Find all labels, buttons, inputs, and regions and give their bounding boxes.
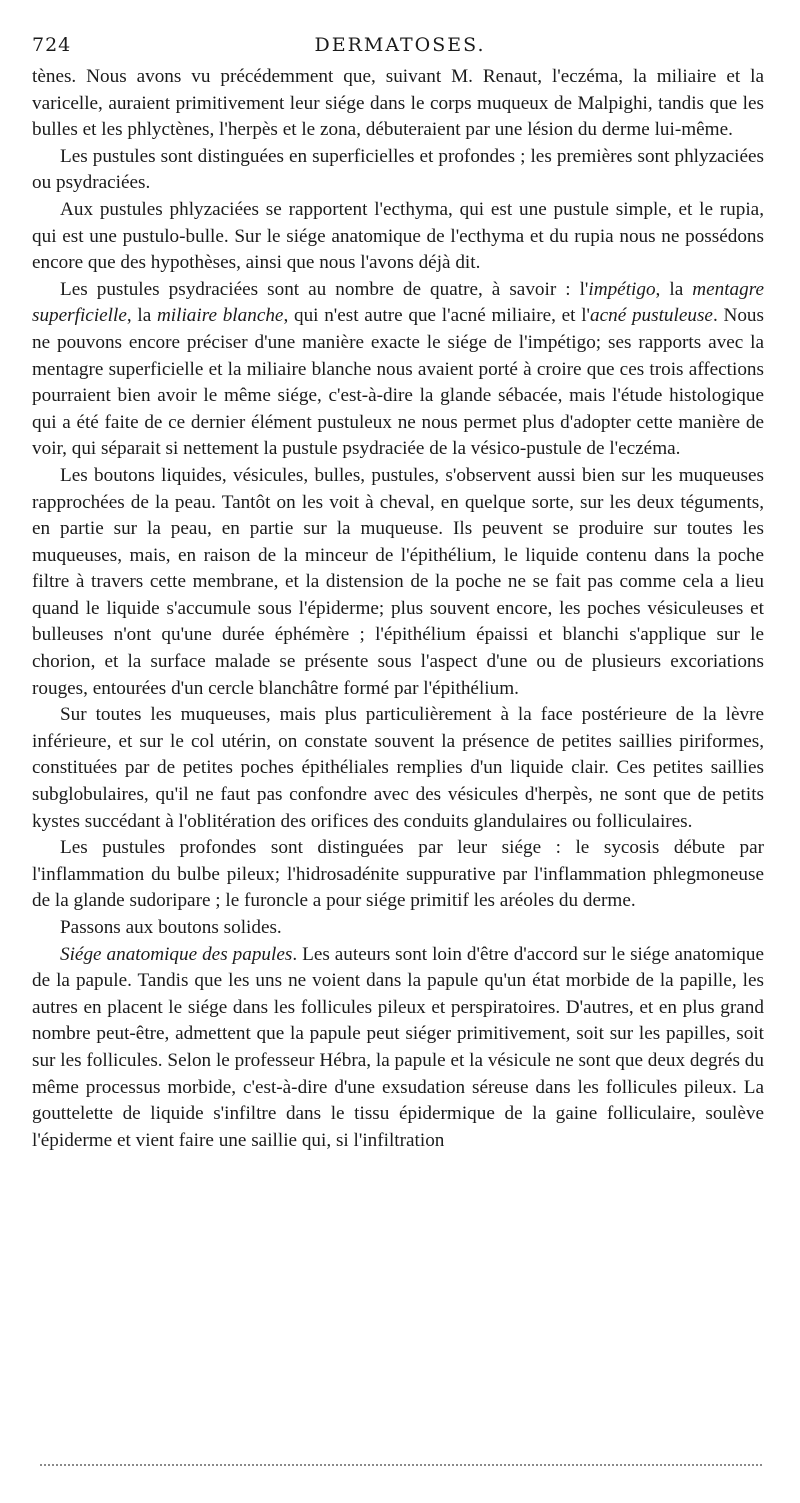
italic-text: mentagre superficielle [32, 278, 764, 327]
paragraph [32, 277, 764, 463]
body-text [32, 64, 764, 1154]
footer-divider [40, 1464, 762, 1466]
paragraph [32, 915, 764, 942]
running-title: DERMATOSES. [314, 34, 486, 56]
text-run: tènes. Nous avons vu précédemment que, suivant M. Renaut, l'eczéma, la miliaire et la varicelle, auraient primitivement leur siége dans le corps muqueux de Malpighi, tandis que les bulles et les phlyctènes, l'herpès et le zona, débuteraient par une lésion du derme lui-même. [32, 66, 764, 141]
text-run: Aux pustules phlyzaciées se rapportent l'ecthyma, qui est une pustule simple, et le rupia, qui est une pustulo-bulle. Sur le siége anatomique de l'ecthyma et du rupia nous ne possédons encore que des hypothèses, ainsi que nous l'avons déjà dit. [32, 198, 764, 274]
page-number: 724 [32, 34, 72, 56]
paragraph [32, 463, 764, 702]
paragraph [32, 64, 764, 144]
paragraph [32, 197, 764, 277]
italic-text: acné pustuleuse [590, 305, 713, 327]
paragraph [32, 942, 764, 1155]
paragraph [32, 702, 764, 835]
text-run: Les pustules psydraciées sont au nombre de quatre, à savoir : l' [60, 278, 589, 300]
text-run: , qui n'est autre que l'acné miliaire, et l' [283, 305, 590, 327]
text-run: Les boutons liquides, vésicules, bulles, pustules, s'observent aussi bien sur les muqueuses rapprochées de la peau. Tantôt on les voit à cheval, en quelque sorte, sur les deux téguments, en partie sur la peau, en partie sur la muqueuse. Ils peuvent se produire sur toutes les muqueuses, mais, en raison de la minceur de l'épithélium, le liquide contenu dans la poche filtre à travers cette membrane, et la distension de la poche ne se fait pas comme cela a lieu quand le liquide s'accumule sous l'épiderme; plus souvent encore, les poches vésiculeuses et bulleuses n'ont qu'une durée éphémère ; l'épithélium épaissi et blanchi s'applique sur le chorion, et la surface malade se présente sous l'aspect d'une ou de plusieurs excoriations rouges, entourées d'un cercle blanchâtre formé par l'épithélium. [32, 464, 764, 699]
text-run: . Les auteurs sont loin d'être d'accord sur le siége anatomique de la papule. Tandis que les uns ne voient dans la papule qu'un état morbide de la papille, les autres en placent le siége dans les follicules pileux et perspiratoires. D'autres, et en plus grand nombre peut-être, admettent que la papule peut siéger primitivement, soit sur les papilles, soit sur les follicules. Selon le professeur Hébra, la papule et la vésicule ne sont que deux degrés du même processus morbide, c'est-à-dire d'une exsudation séreuse dans les follicules pileux. La gouttelette de liquide s'infiltre dans le tissu épidermique de la gaine folliculaire, soulève l'épiderme et vient faire une saillie qui, si l'infiltration [32, 943, 764, 1151]
text-run: Les pustules sont distinguées en superficielles et profondes ; les premières sont phlyzaciées ou psydraciées. [32, 145, 764, 194]
italic-text: Siége anatomique des papules [60, 943, 293, 965]
paragraph [32, 835, 764, 915]
text-run: Sur toutes les muqueuses, mais plus particulièrement à la face postérieure de la lèvre inférieure, et sur le col utérin, on constate souvent la présence de petites saillies piriformes, constituées par de petites poches épithéliales remplies d'un liquide clair. Ces petites saillies subglobulaires, qu'il ne faut pas confondre avec des vésicules d'herpès, ne sont que de petits kystes succédant à l'oblitération des orifices des conduits glandulaires ou folliculaires. [32, 704, 764, 832]
italic-text: miliaire blanche [156, 305, 284, 327]
text-run: , la [655, 278, 693, 300]
text-run: Les pustules profondes sont distinguées par leur siége : le sycosis débute par l'inflammation du bulbe pileux; l'hidrosadénite suppurative par l'inflammation phlegmoneuse de la glande sudoripare ; le furoncle a pour siége primitif les aréoles du derme. [32, 837, 764, 912]
text-run: . Nous ne pouvons encore préciser d'une manière exacte le siége de l'impétigo; ses rapports avec la mentagre superficielle et la miliaire blanche nous avaient porté à croire que ces trois affections pourraient bien avoir le même siége, c'est-à-dire la glande sébacée, mais l'étude histologique qui a été faite de ce dernier élément pustuleux ne nous permet plus d'adopter cette manière de voir, qui séparait si nettement la pustule psydraciée de la vésico-pustule de l'eczéma. [32, 305, 764, 460]
text-run: Passons aux boutons solides. [60, 917, 282, 938]
text-run: , la [126, 305, 157, 327]
page-header [32, 34, 768, 58]
italic-text: impétigo [588, 278, 656, 300]
paragraph [32, 144, 764, 197]
